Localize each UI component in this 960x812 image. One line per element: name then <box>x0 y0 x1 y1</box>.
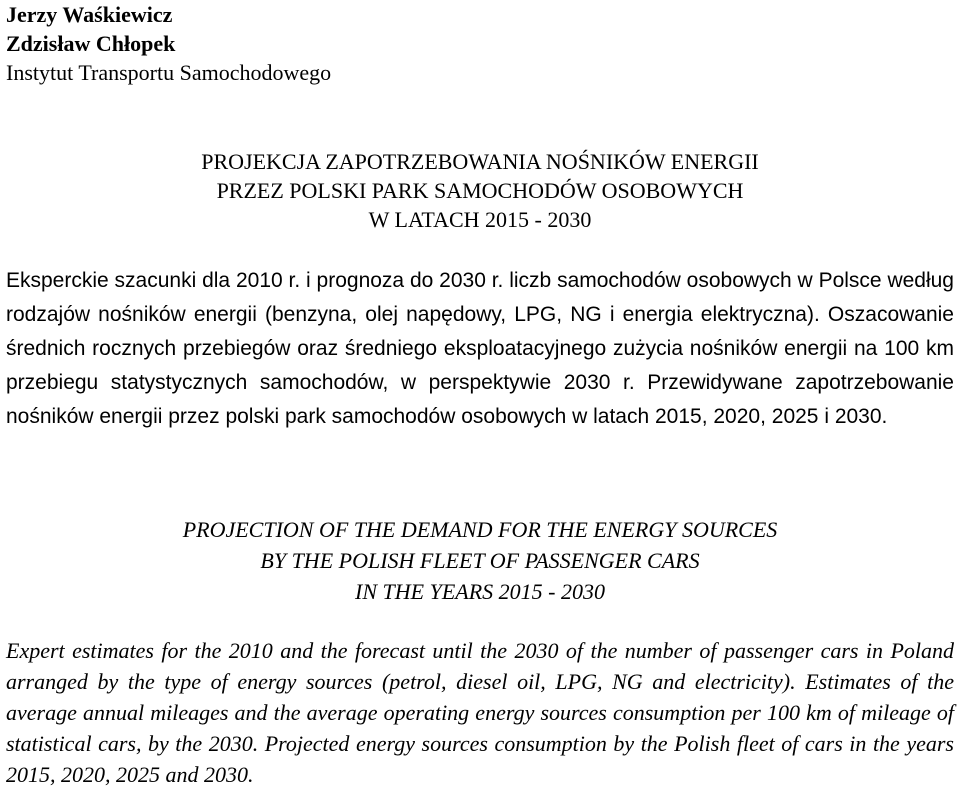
abstract-english <box>6 635 954 790</box>
title-line: W LATACH 2015 - 2030 <box>368 207 592 232</box>
author-affiliation: Instytut Transportu Samochodowego <box>6 60 332 85</box>
author-block <box>6 0 331 87</box>
author-name: Zdzisław Chłopek <box>6 31 176 56</box>
title-line: BY THE POLISH FLEET OF PASSENGER CARS <box>260 548 700 573</box>
abstract-paragraph: Expert estimates for the 2010 and the forecast until the 2030 of the number of passenger cars in Poland arranged by the type of energy sources (petrol, diesel oil, LPG, NG and electricity). Estimates of the average annual mileages and the average operating energy sources consumption per 100 km of mileage of statistical cars, by the 2030. Projected energy sources consumption by the Polish fleet of cars in the years 2015, 2020, 2025 and 2030. <box>6 638 954 787</box>
author-name: Jerzy Waśkiewicz <box>6 2 173 27</box>
title-polish <box>0 147 960 234</box>
title-line: PROJEKCJA ZAPOTRZEBOWANIA NOŚNIKÓW ENERGII <box>201 149 759 174</box>
title-english <box>0 514 960 607</box>
abstract-polish <box>6 264 954 434</box>
title-line: PRZEZ POLSKI PARK SAMOCHODÓW OSOBOWYCH <box>216 178 744 203</box>
title-line: PROJECTION OF THE DEMAND FOR THE ENERGY SOURCES <box>182 517 778 542</box>
abstract-paragraph: Eksperckie szacunki dla 2010 r. i prognoza do 2030 r. liczb samochodów osobowych w Polsce według rodzajów nośników energii (benzyna, olej napędowy, LPG, NG i energia elektryczna). Oszacowanie średnich rocznych przebiegów oraz średniego eksploatacyjnego zużycia nośników energii na 100 km przebiegu statystycznych samochodów, w perspektywie 2030 r. Przewidywane zapotrzebowanie nośników energii przez polski park samochodów osobowych w latach 2015, 2020, 2025 i 2030. <box>6 269 954 428</box>
title-line: IN THE YEARS 2015 - 2030 <box>355 579 605 604</box>
